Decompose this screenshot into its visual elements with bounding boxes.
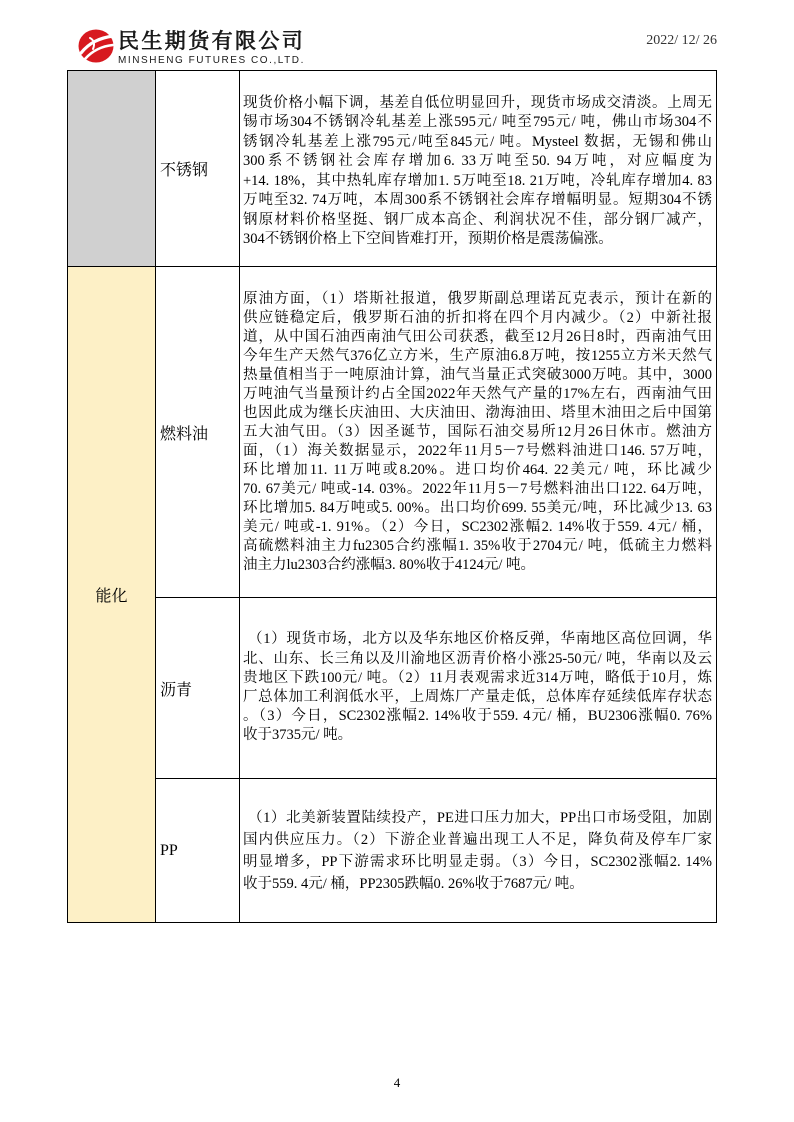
commentary-line: 国内供应压力。（2）下游企业普遍出现工人不足，降负荷及停车厂家 bbox=[243, 831, 712, 848]
commentary-cell-pp bbox=[239, 778, 717, 923]
product-cell-asphalt bbox=[155, 597, 240, 779]
commentary-cell-asphalt bbox=[239, 597, 717, 779]
commentary-line: （1）北美新装置陆续投产，PE进口压力加大，PP出口市场受阻，加剧 bbox=[248, 809, 712, 826]
category-cell bbox=[67, 266, 156, 923]
previous-category-cell bbox=[67, 70, 156, 267]
commentary-line: 高硫燃料油主力fu2305合约涨幅1. 35%收于2704元/ 吨，低硫主力燃料 bbox=[243, 537, 712, 554]
product-label: 沥青 bbox=[160, 681, 193, 699]
commentary-line: 收于559. 4元/ 桶，PP2305跌幅0. 26%收于7687元/ 吨。 bbox=[243, 875, 584, 892]
product-label: PP bbox=[160, 841, 178, 859]
commentary-line: 锈钢冷轧基差上涨795元/吨至845元/ 吨。Mysteel 数据，无锡和佛山 bbox=[243, 133, 712, 150]
commentary-cell-fuel-oil bbox=[239, 266, 717, 598]
commentary-line: 面，（1）海关数据显示，2022年11月5－7号燃料油进口146. 57万吨， bbox=[243, 442, 712, 459]
commentary-line: 贵地区下跌100元/ 吨。（2）11月表观需求近314万吨，略低于10月，炼 bbox=[243, 669, 712, 686]
commentary-line: 304不锈钢价格上下空间皆难打开，预期价格是震荡偏涨。 bbox=[243, 231, 613, 247]
minsheng-futures-logo-icon bbox=[76, 28, 116, 64]
commentary-line: 原油方面，（1）塔斯社报道，俄罗斯副总理诺瓦克表示，预计在新的 bbox=[243, 290, 712, 307]
commentary-line: 道，从中国石油西南油气田公司获悉，截至12月26日8时，西南油气田 bbox=[243, 328, 712, 345]
commentary-line: 环比增加11. 11万吨或8.20%。进口均价464. 22美元/ 吨，环比减少 bbox=[243, 461, 712, 478]
commentary-line: 供应链稳定后，俄罗斯石油的折扣将在四个月内减少。（2）中新社报 bbox=[243, 309, 712, 326]
product-cell-pp bbox=[155, 778, 240, 923]
commentary-line: +14. 18%，其中热轧库存增加1. 5万吨至18. 21万吨，冷轧库存增加4. 83 bbox=[243, 172, 712, 189]
company-name-en: MINSHENG FUTURES CO.,LTD. bbox=[118, 55, 305, 66]
commentary-line: （1）现货市场，北方以及华东地区价格反弹，华南地区高位回调，华 bbox=[248, 631, 712, 648]
commentary-line: 美元/ 吨或-1. 91%。（2）今日，SC2302涨幅2. 14%收于559. 4元/ 桶， bbox=[243, 518, 712, 535]
commentary-line: 70. 67美元/ 吨或-14. 03%。2022年11月5－7号燃料油出口122. 64万吨， bbox=[243, 480, 712, 497]
commentary-line: 今年生产天然气376亿立方米，生产原油6.8万吨，按1255立方米天然气 bbox=[243, 347, 712, 364]
category-label: 能化 bbox=[95, 588, 128, 605]
commentary-line: 万吨油气当量预计约占全国2022年天然气产量的17%左右，西南油气田 bbox=[243, 385, 712, 402]
commentary-line: 钢原材料价格坚挺、钢厂成本高企、利润状况不佳，部分钢厂减产， bbox=[243, 211, 712, 228]
commentary-line: 也因此成为继长庆油田、大庆油田、渤海油田、塔里木油田之后中国第 bbox=[243, 404, 712, 421]
commentary-line: 现货价格小幅下调，基差自低位明显回升，现货市场成交清淡。上周无 bbox=[243, 94, 712, 111]
commentary-line: 万吨至32. 74万吨，本周300系不锈钢社会库存增幅明显。短期304不锈 bbox=[243, 192, 712, 208]
commentary-line: 热量值相当于一吨原油计算，油气当量正式突破3000万吨。其中，3000 bbox=[243, 366, 712, 383]
commentary-line: 五大油气田。（3）因圣诞节，国际石油交易所12月26日休市。燃油方 bbox=[243, 423, 712, 440]
page-number: 4 bbox=[393, 1075, 401, 1090]
commentary-line: 环比增加5. 84万吨或5. 00%。出口均价699. 55美元/吨，环比减少13. 63 bbox=[243, 499, 712, 516]
commentary-line: 锡市场304不锈钢冷轧基差上涨595元/ 吨至795元/ 吨，佛山市场304不 bbox=[243, 114, 712, 130]
product-cell-stainless-steel bbox=[155, 70, 240, 267]
product-cell-fuel-oil bbox=[155, 266, 240, 598]
company-name-cn: 民生期货有限公司 bbox=[118, 30, 306, 53]
product-label: 燃料油 bbox=[160, 425, 209, 443]
commentary-line: 厂总体加工利润低水平，上周炼厂产量走低，总体库存延续低库存状态 bbox=[243, 689, 712, 705]
commentary-line: 300系不锈钢社会库存增加6. 33万吨至50. 94万吨，对应幅度为 bbox=[243, 153, 712, 169]
product-label: 不锈钢 bbox=[160, 162, 209, 179]
commentary-line: 北、山东、长三角以及川渝地区沥青价格小涨25-50元/ 吨，华南以及云 bbox=[243, 650, 712, 667]
commentary-line: 油主力lu2303合约涨幅3. 80%收于4124元/ 吨。 bbox=[243, 556, 536, 573]
commentary-line: 明显增多，PP下游需求环比明显走弱。（3）今日，SC2302涨幅2. 14% bbox=[243, 853, 712, 870]
commentary-line: 。（3）今日，SC2302涨幅2. 14%收于559. 4元/ 桶，BU2306涨幅0. 76% bbox=[243, 708, 712, 725]
commentary-line: 收于3735元/ 吨。 bbox=[243, 727, 353, 744]
commentary-cell-stainless-steel bbox=[239, 70, 717, 267]
report-date: 2022/ 12/ 26 bbox=[646, 33, 717, 48]
